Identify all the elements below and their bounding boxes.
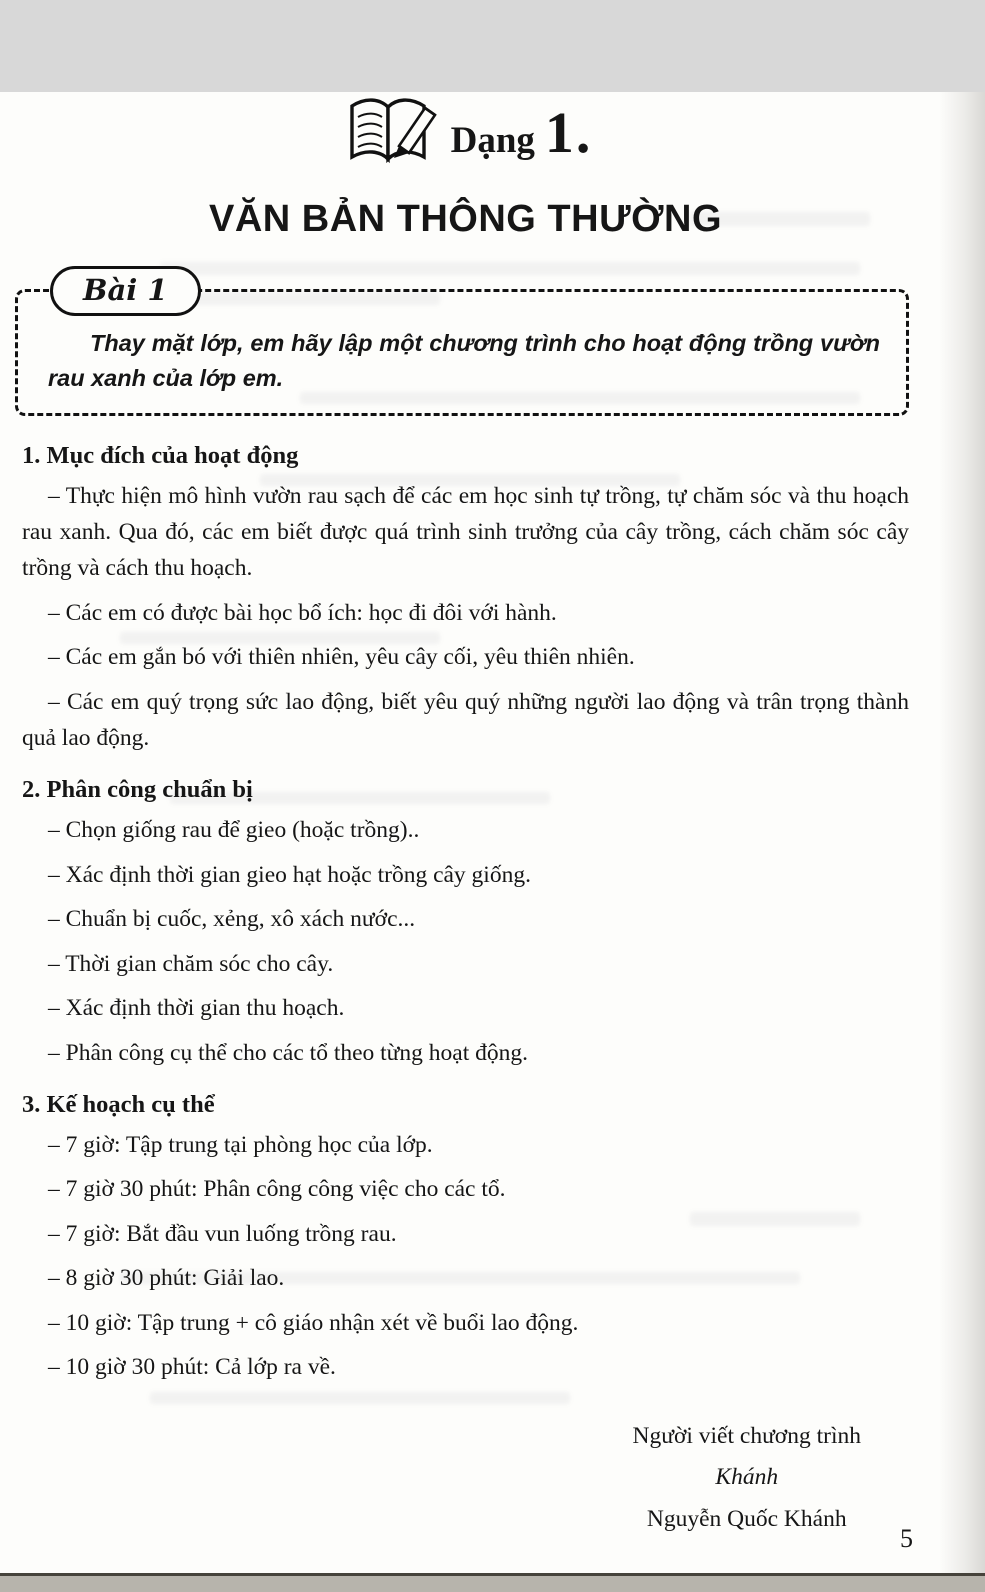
section-schedule	[22, 1091, 909, 1386]
scanned-book-page	[0, 92, 985, 1592]
section-heading: 3. Kế hoạch cụ thể	[22, 1090, 215, 1118]
list-item: – Các em quý trọng sức lao động, biết yêu quý những người lao động và trân trọng thành quả lao động.	[22, 688, 909, 752]
list-item: – 7 giờ: Bắt đầu vun luống trồng rau.	[48, 1220, 397, 1247]
exercise-prompt: Thay mặt lớp, em hãy lập một chương trình cho hoạt động trồng vườn rau xanh của lớp em.	[48, 330, 880, 392]
list-item: – 8 giờ 30 phút: Giải lao.	[48, 1265, 285, 1292]
list-item: – 10 giờ: Tập trung + cô giáo nhận xét về buổi lao động.	[48, 1309, 579, 1336]
exercise-badge: Bài 1	[50, 266, 201, 316]
list-item: – Các em gắn bó với thiên nhiên, yêu cây cối, yêu thiên nhiên.	[48, 644, 635, 671]
open-book-pencil-icon	[339, 92, 441, 172]
chapter-number: 1.	[544, 100, 593, 165]
chapter-label	[451, 99, 593, 172]
section-purpose	[22, 442, 909, 757]
page-title: VĂN BẢN THÔNG THƯỜNG	[208, 198, 723, 240]
exercise-box	[15, 273, 909, 416]
list-item: – Chọn giống rau để gieo (hoặc trồng)..	[48, 817, 420, 844]
page-number: 5	[900, 1524, 913, 1553]
list-item: – Thời gian chăm sóc cho cây.	[48, 950, 334, 977]
list-item: – 7 giờ 30 phút: Phân công công việc cho các tổ.	[48, 1176, 506, 1203]
signature-handwritten-name: Khánh	[715, 1464, 779, 1491]
document-body	[22, 442, 909, 1386]
list-item: – 7 giờ: Tập trung tại phòng học của lớp.	[48, 1131, 433, 1158]
list-item: – Xác định thời gian thu hoạch.	[48, 995, 345, 1022]
signature-block	[632, 1416, 861, 1541]
chapter-header	[22, 92, 909, 172]
chapter-label-text: Dạng	[450, 120, 535, 161]
list-item: – 10 giờ 30 phút: Cả lớp ra về.	[48, 1354, 336, 1381]
signature-full-name: Nguyễn Quốc Khánh	[646, 1506, 847, 1533]
list-item: – Phân công cụ thể cho các tổ theo từng hoạt động.	[48, 1039, 529, 1066]
section-heading: 2. Phân công chuẩn bị	[22, 776, 253, 804]
list-item: – Các em có được bài học bổ ích: học đi đôi với hành.	[48, 599, 557, 626]
section-preparation	[22, 776, 909, 1071]
signature-role: Người viết chương trình	[632, 1422, 861, 1449]
section-heading: 1. Mục đích của hoạt động	[22, 441, 299, 469]
scan-edge-bottom	[0, 1573, 985, 1592]
list-item: – Thực hiện mô hình vườn rau sạch để các em học sinh tự trồng, tự chăm sóc và thu hoạch rau xanh. Qua đó, các em biết được quá trình sinh trưởng của cây trồng, cách chăm sóc cây trồng và cách thu hoạch.	[22, 482, 909, 582]
list-item: – Chuẩn bị cuốc, xẻng, xô xách nước...	[48, 906, 416, 933]
list-item: – Xác định thời gian gieo hạt hoặc trồng cây giống.	[48, 861, 531, 888]
